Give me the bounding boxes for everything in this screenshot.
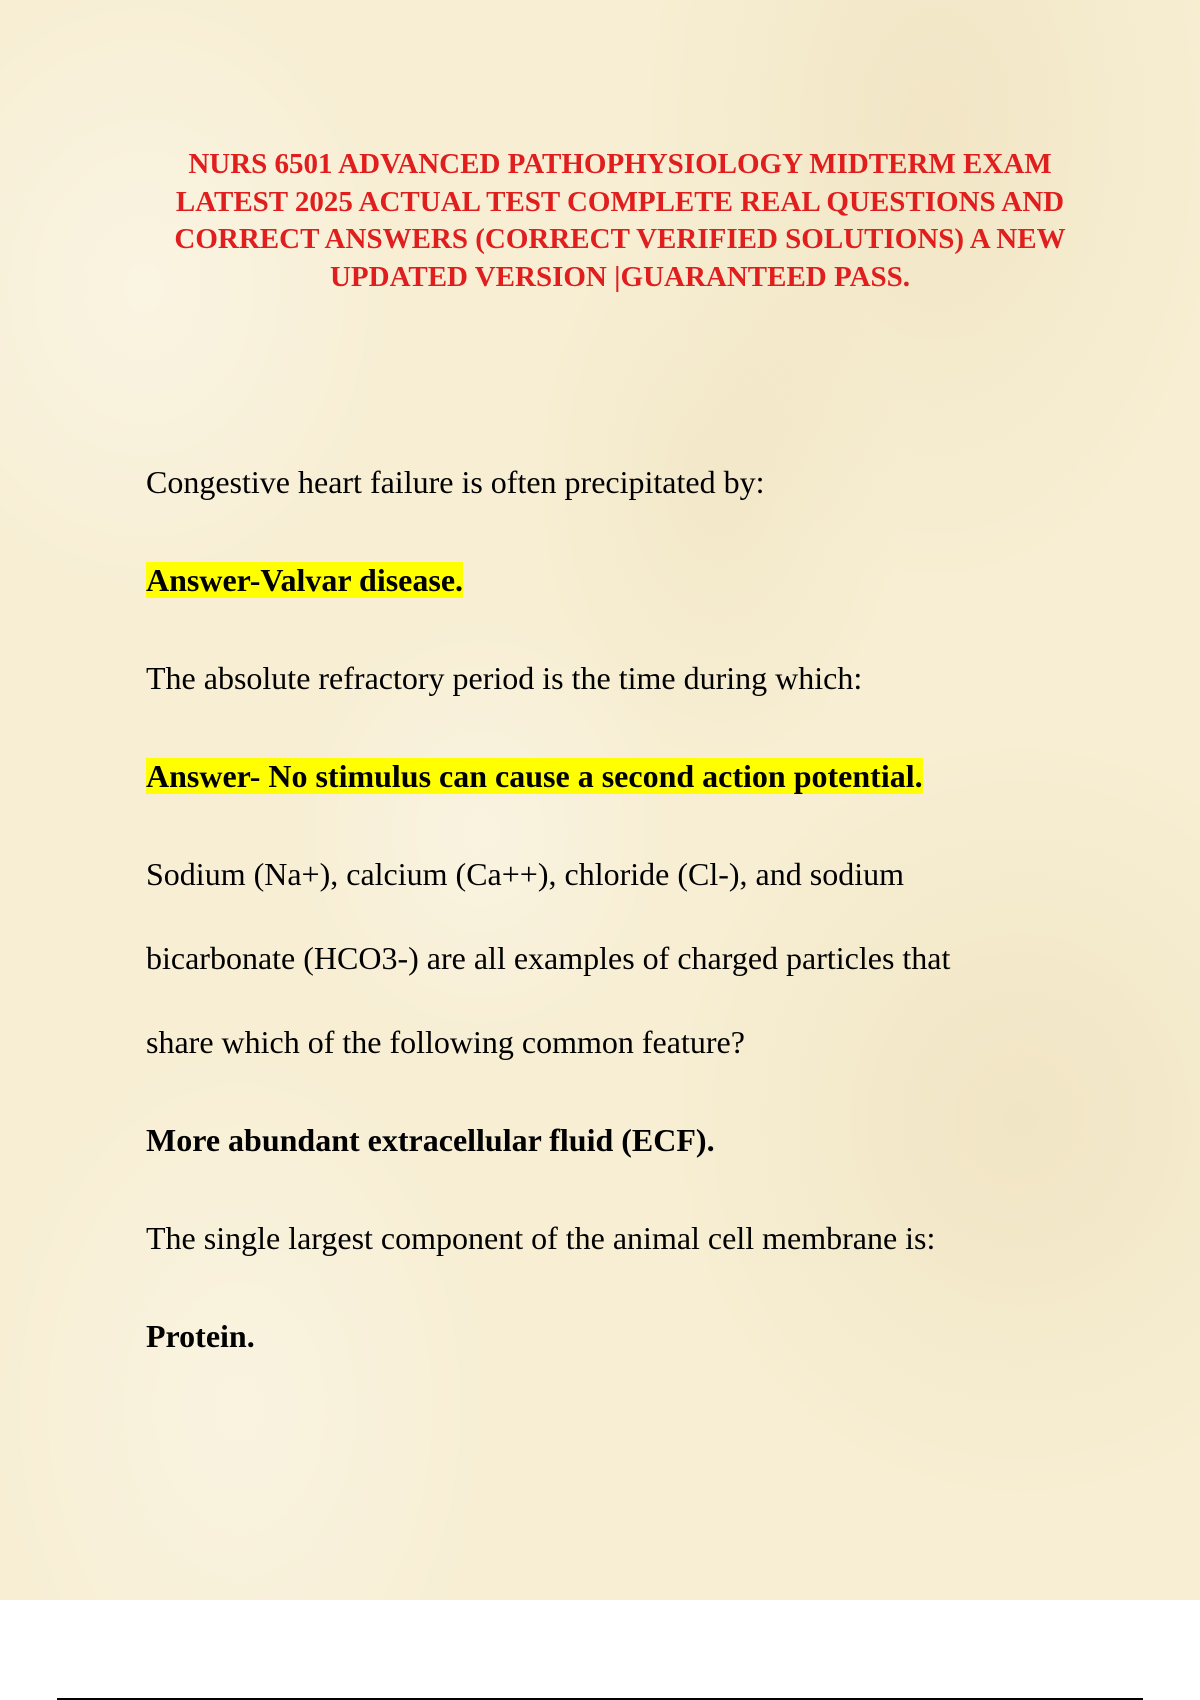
- qa-item: [146, 832, 1106, 1162]
- question-text: Congestive heart failure is often precipitated by:: [146, 464, 765, 500]
- qa-item: [146, 440, 1106, 602]
- qa-item: [146, 636, 1106, 798]
- qa-item: [146, 1196, 1106, 1358]
- qa-list: [146, 440, 1106, 1392]
- answer-text: Protein.: [146, 1318, 255, 1354]
- question-text-line: share which of the following common feature?: [146, 1024, 745, 1060]
- question-text-line: Sodium (Na+), calcium (Ca++), chloride (Cl-), and sodium: [146, 856, 904, 892]
- answer-text: [146, 558, 1106, 602]
- question-text: The absolute refractory period is the time during which:: [146, 660, 863, 696]
- answer-text: [146, 754, 1106, 798]
- document-title: NURS 6501 ADVANCED PATHOPHYSIOLOGY MIDTERM EXAM LATEST 2025 ACTUAL TEST COMPLETE REAL QUESTIONS AND CORRECT ANSWERS (CORRECT VERIFIED SOLUTIONS) A NEW UPDATED VERSION |GUARANTEED PASS.: [174, 148, 1066, 293]
- answer-highlight: Answer-Valvar disease.: [146, 562, 464, 598]
- question-text-line: bicarbonate (HCO3-) are all examples of charged particles that: [146, 940, 951, 976]
- answer-highlight: Answer- No stimulus can cause a second action potential.: [146, 758, 923, 794]
- question-text: The single largest component of the animal cell membrane is:: [146, 1220, 936, 1256]
- answer-text: More abundant extracellular fluid (ECF).: [146, 1122, 715, 1158]
